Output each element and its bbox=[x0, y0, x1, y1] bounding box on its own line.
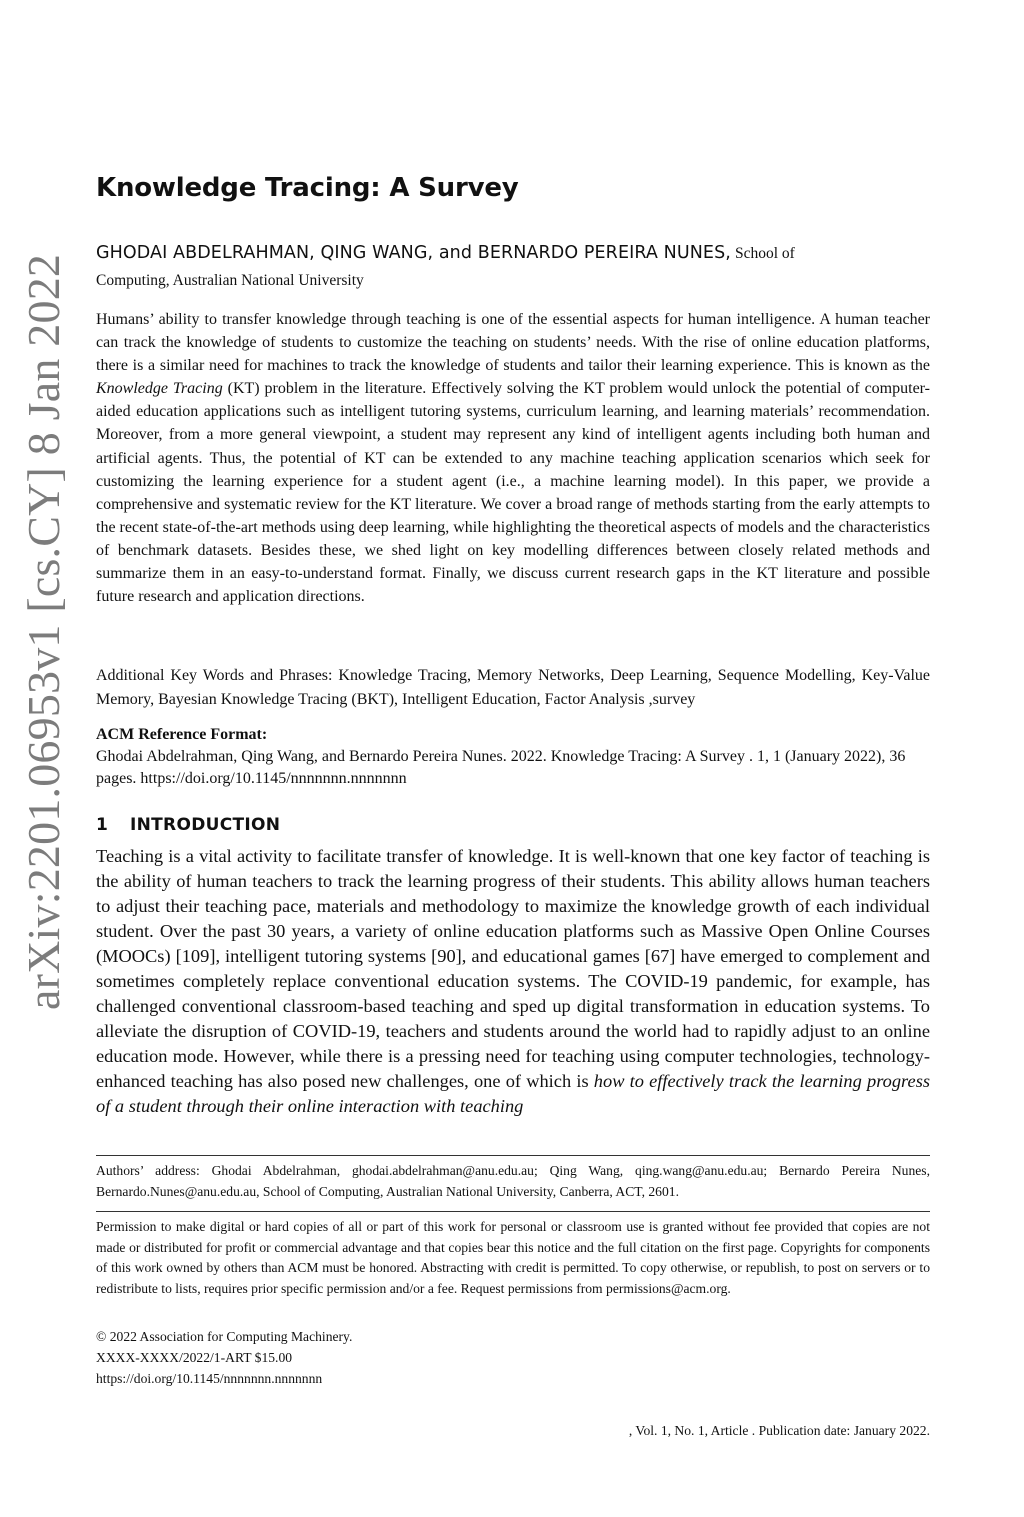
paper-page bbox=[96, 0, 930, 1517]
footnote-divider bbox=[96, 1155, 930, 1156]
section-number: 1 bbox=[96, 815, 109, 835]
keywords: Additional Key Words and Phrases: Knowledge Tracing, Memory Networks, Deep Learning, Sequence Modelling, Key-Value Memory, Bayesian Knowledge Tracing (BKT), Intelligent Education, Factor Analysis ,survey bbox=[96, 667, 930, 708]
copyright-line: © 2022 Association for Computing Machinery. bbox=[96, 1329, 353, 1344]
author-names: GHODAI ABDELRAHMAN, QING WANG, and BERNARDO PEREIRA NUNES, bbox=[96, 243, 731, 263]
publication-metadata bbox=[96, 1326, 930, 1389]
doi-line: https://doi.org/10.1145/nnnnnnn.nnnnnnn bbox=[96, 1371, 323, 1386]
isbn-line: XXXX-XXXX/2022/1-ART $15.00 bbox=[96, 1350, 293, 1365]
permission-notice: Permission to make digital or hard copies of all or part of this work for personal or classroom use is granted without fee provided that copies are not made or distributed for profit or commercial advantage and that copies bear this notice and the full citation on the first page. Copyrights for components of this work owned by others than ACM must be honored. Abstracting with credit is permitted. To copy otherwise, or republish, to post on servers or to redistribute to lists, requires prior specific permission and/or a fee. Request permissions from permissions@acm.org. bbox=[96, 1219, 930, 1297]
permission-divider bbox=[96, 1211, 930, 1212]
abstract-emphasis: Knowledge Tracing bbox=[96, 380, 223, 398]
paper-title: Knowledge Tracing: A Survey bbox=[96, 173, 519, 203]
affiliation-line-1: School of bbox=[734, 245, 795, 262]
acm-reference-label: ACM Reference Format: bbox=[96, 726, 268, 743]
abstract-part-2: (KT) problem in the literature. Effectively solving the KT problem would unlock the potential of computer-aided education applications such as intelligent tutoring systems, curriculum learning, and learning materials’ recommendation. Moreover, from a more general viewpoint, a student may represent any kind of intelligent agents including both human and artificial agents. Thus, the potential of KT can be extended to any machine teaching application scenarios which seek for customizing the learning experience for a student agent (i.e., a machine learning model). In this paper, we provide a comprehensive and systematic review for the KT literature. We cover a broad range of methods starting from the early attempts to the recent state-of-the-art methods using deep learning, while highlighting the theoretical aspects of models and the characteristics of benchmark datasets. Besides these, we shed light on key modelling differences between closely related methods and summarize them in an easy-to-understand format. Finally, we discuss current research gaps in the KT literature and possible future research and application directions. bbox=[96, 380, 931, 606]
section-heading-introduction bbox=[96, 812, 280, 838]
section-title: INTRODUCTION bbox=[130, 815, 281, 835]
abstract-part-1: Humans’ ability to transfer knowledge through teaching is one of the essential aspects for human intelligence. A human teacher can track the knowledge of students to customize the teaching on students’ needs. With the rise of online education platforms, there is a similar need for machines to track the knowledge of students and tailor their learning experience. This is known as the bbox=[96, 311, 930, 375]
introduction-paragraph bbox=[96, 844, 930, 1119]
acm-reference-format bbox=[96, 724, 930, 790]
introduction-emphasis: how to effectively track the learning progress of a student through their online interaction with teaching bbox=[96, 1071, 931, 1116]
arxiv-identifier-stamp: arXiv:2201.06953v1 [cs.CY] 8 Jan 2022 bbox=[18, 253, 69, 1010]
affiliation-line-2: Computing, Australian National University bbox=[96, 272, 364, 289]
introduction-text: Teaching is a vital activity to facilitate transfer of knowledge. It is well-known that one key factor of teaching is the ability of human teachers to track the learning progress of their students. This ability allows human teachers to adjust their teaching pace, materials and methodology to maximize the knowledge growth of each individual student. Over the past 30 years, a variety of online education platforms such as Massive Open Online Courses (MOOCs) [109], intelligent tutoring systems [90], and educational games [67] have emerged to complement and sometimes completely replace conventional education systems. The COVID-19 pandemic, for example, has challenged conventional classroom-based teaching and sped up digital transformation in education systems. To alleviate the disruption of COVID-19, teachers and students around the world had to rapidly adjust to an online education mode. However, while there is a pressing need for teaching using computer technologies, technology-enhanced teaching has also posed new challenges, one of which is bbox=[96, 846, 930, 1091]
abstract bbox=[96, 308, 930, 608]
authors-address-footnote: Authors’ address: Ghodai Abdelrahman, ghodai.abdelrahman@anu.edu.au; Qing Wang, qing.wang@anu.edu.au; Bernardo Pereira Nunes, Bernardo.Nunes@anu.edu.au, School of Computing, Australian National University, Canberra, ACT, 2601. bbox=[96, 1163, 930, 1199]
author-block bbox=[96, 240, 930, 294]
acm-reference-text: Ghodai Abdelrahman, Qing Wang, and Bernardo Pereira Nunes. 2022. Knowledge Tracing: A Survey . 1, 1 (January 2022), 36 pages. https://doi.org/10.1145/nnnnnnn.nnnnnnn bbox=[96, 748, 906, 787]
page-footer: , Vol. 1, No. 1, Article . Publication date: January 2022. bbox=[628, 1423, 930, 1438]
